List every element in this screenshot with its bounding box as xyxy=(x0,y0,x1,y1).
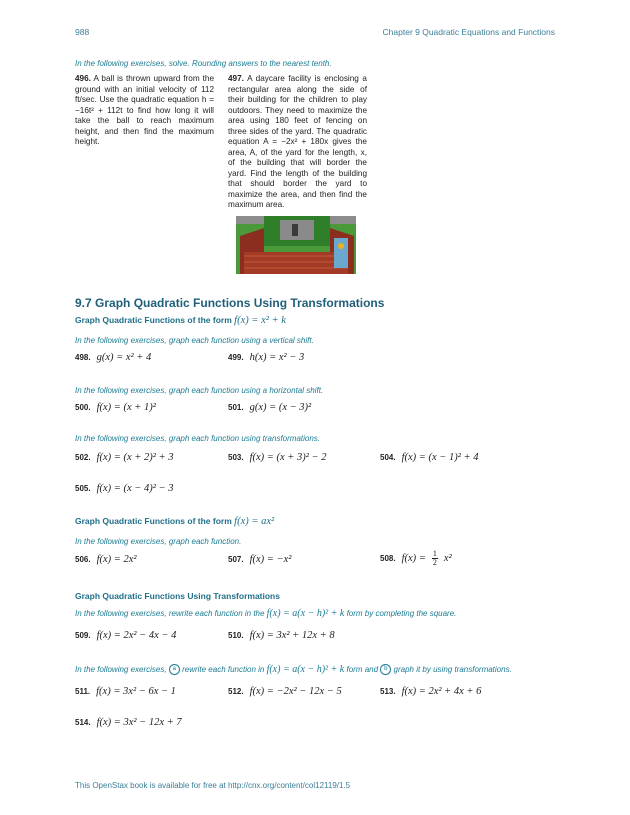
problem-496 xyxy=(75,74,214,148)
exercise-500 xyxy=(75,402,156,413)
exercise-510 xyxy=(228,630,335,641)
exercise-number: 510. xyxy=(228,631,244,640)
instruction-text-middle2: form and xyxy=(346,665,379,674)
instruction-rewrite xyxy=(75,608,456,619)
instruction-text-middle: rewrite each function in xyxy=(182,665,265,674)
exercise-number: 511. xyxy=(75,687,91,696)
exercise-number: 507. xyxy=(228,555,244,564)
problem-497 xyxy=(228,74,367,211)
page-number: 988 xyxy=(75,27,90,37)
exercise-equation: f(x) = 3x² − 6x − 1 xyxy=(96,686,176,697)
instruction-vertical-shift: In the following exercises, graph each function using a vertical shift. xyxy=(75,336,314,345)
fraction-denominator: 2 xyxy=(432,558,437,567)
subsection-text: Graph Quadratic Functions of the form xyxy=(75,315,232,325)
exercise-number: 505. xyxy=(75,484,91,493)
subsection-title-1 xyxy=(75,315,286,326)
problem-text: A daycare facility is enclosing a rectangular area along the side of their building for the children to play outdoors. They need to maximize the area using 180 feet of fencing on three sides of the yard. The quadratic equation A = −2x² + 180x gives the area, A, of the yard for the length, x, of the building that will border the yard. Find the length of the building that should border the yard to maximize the area, and then find the maximum area. xyxy=(228,74,367,209)
exercise-504 xyxy=(380,452,478,463)
exercise-509 xyxy=(75,630,176,641)
exercise-number: 512. xyxy=(228,687,244,696)
daycare-yard-illustration xyxy=(236,216,356,274)
exercise-number: 498. xyxy=(75,353,91,362)
exercise-equation-suffix: x² xyxy=(443,553,452,564)
exercise-equation: f(x) = (x + 2)² + 3 xyxy=(96,452,174,463)
fraction-one-half xyxy=(432,550,438,567)
instruction-graph-each: In the following exercises, graph each function. xyxy=(75,537,242,546)
subsection-title-2 xyxy=(75,516,274,527)
exercise-511 xyxy=(75,686,176,697)
subsection-text: Graph Quadratic Functions of the form xyxy=(75,516,232,526)
exercise-equation: f(x) = −2x² − 12x − 5 xyxy=(249,686,342,697)
exercise-equation: f(x) = 2x² − 4x − 4 xyxy=(96,630,177,641)
subsection-title-3: Graph Quadratic Functions Using Transformations xyxy=(75,591,280,601)
instruction-horizontal-shift: In the following exercises, graph each function using a horizontal shift. xyxy=(75,386,324,395)
instruction-formula: f(x) = a(x − h)² + k xyxy=(266,608,345,619)
exercise-equation: f(x) = −x² xyxy=(249,554,292,565)
instruction-text-after: form by completing the square. xyxy=(346,609,457,618)
instruction-rewrite-and-graph xyxy=(75,664,512,675)
exercise-number: 504. xyxy=(380,453,396,462)
exercise-number: 500. xyxy=(75,403,91,412)
exercise-equation: g(x) = (x − 3)² xyxy=(249,402,312,413)
exercise-505 xyxy=(75,483,173,494)
section-name: Graph Quadratic Functions Using Transformations xyxy=(95,296,385,310)
exercise-513 xyxy=(380,686,481,697)
problem-number: 496. xyxy=(75,74,91,83)
section-title xyxy=(75,296,384,310)
section-number: 9.7 xyxy=(75,296,92,310)
exercise-equation: f(x) = 2x² + 4x + 6 xyxy=(401,686,482,697)
instruction-solve: In the following exercises, solve. Rounding answers to the nearest tenth. xyxy=(75,59,332,68)
exercise-equation: g(x) = x² + 4 xyxy=(96,352,152,363)
exercise-equation: f(x) = (x + 3)² − 2 xyxy=(249,452,327,463)
exercise-number: 508. xyxy=(380,554,396,563)
exercise-equation: f(x) = (x − 4)² − 3 xyxy=(96,483,174,494)
exercise-499 xyxy=(228,352,304,363)
instruction-transformations: In the following exercises, graph each function using transformations. xyxy=(75,434,321,443)
exercise-equation: f(x) = 3x² − 12x + 7 xyxy=(96,717,182,728)
problem-text: A ball is thrown upward from the ground with an initial velocity of 112 ft/sec. Use the quadratic equation h = −16t² + 112t to find how long it will take the ball to reach maximum height, and then find the maximum height. xyxy=(75,74,214,146)
chapter-title: Chapter 9 Quadratic Equations and Functions xyxy=(382,27,555,37)
exercise-number: 506. xyxy=(75,555,91,564)
exercise-number: 509. xyxy=(75,631,91,640)
fraction-numerator: 1 xyxy=(432,549,437,558)
exercise-503 xyxy=(228,452,326,463)
exercise-equation: f(x) = 3x² + 12x + 8 xyxy=(249,630,335,641)
circle-a-icon: a xyxy=(169,664,180,675)
exercise-equation: h(x) = x² − 3 xyxy=(249,352,305,363)
subsection-formula: f(x) = ax² xyxy=(234,516,275,527)
exercise-507 xyxy=(228,554,291,565)
exercise-equation: f(x) = (x − 1)² + 4 xyxy=(401,452,479,463)
exercise-508 xyxy=(380,550,452,567)
exercise-number: 513. xyxy=(380,687,396,696)
instruction-formula: f(x) = a(x − h)² + k xyxy=(266,664,345,675)
exercise-506 xyxy=(75,554,137,565)
exercise-501 xyxy=(228,402,311,413)
problem-number: 497. xyxy=(228,74,244,83)
exercise-512 xyxy=(228,686,342,697)
exercise-498 xyxy=(75,352,151,363)
exercise-number: 501. xyxy=(228,403,244,412)
exercise-514 xyxy=(75,717,182,728)
exercise-equation: f(x) = 2x² xyxy=(96,554,137,565)
footer-note: This OpenStax book is available for free at http://cnx.org/content/col12119/1.5 xyxy=(75,781,351,790)
exercise-number: 503. xyxy=(228,453,244,462)
instruction-text-before: In the following exercises, xyxy=(75,665,167,674)
exercise-number: 502. xyxy=(75,453,91,462)
circle-b-icon: b xyxy=(380,664,391,675)
exercise-equation-prefix: f(x) = xyxy=(401,553,426,564)
exercise-number: 499. xyxy=(228,353,244,362)
instruction-text-after: graph it by using transformations. xyxy=(393,665,512,674)
exercise-number: 514. xyxy=(75,718,91,727)
instruction-text-before: In the following exercises, rewrite each function in the xyxy=(75,609,265,618)
exercise-equation: f(x) = (x + 1)² xyxy=(96,402,156,413)
exercise-502 xyxy=(75,452,173,463)
subsection-formula: f(x) = x² + k xyxy=(234,315,286,326)
